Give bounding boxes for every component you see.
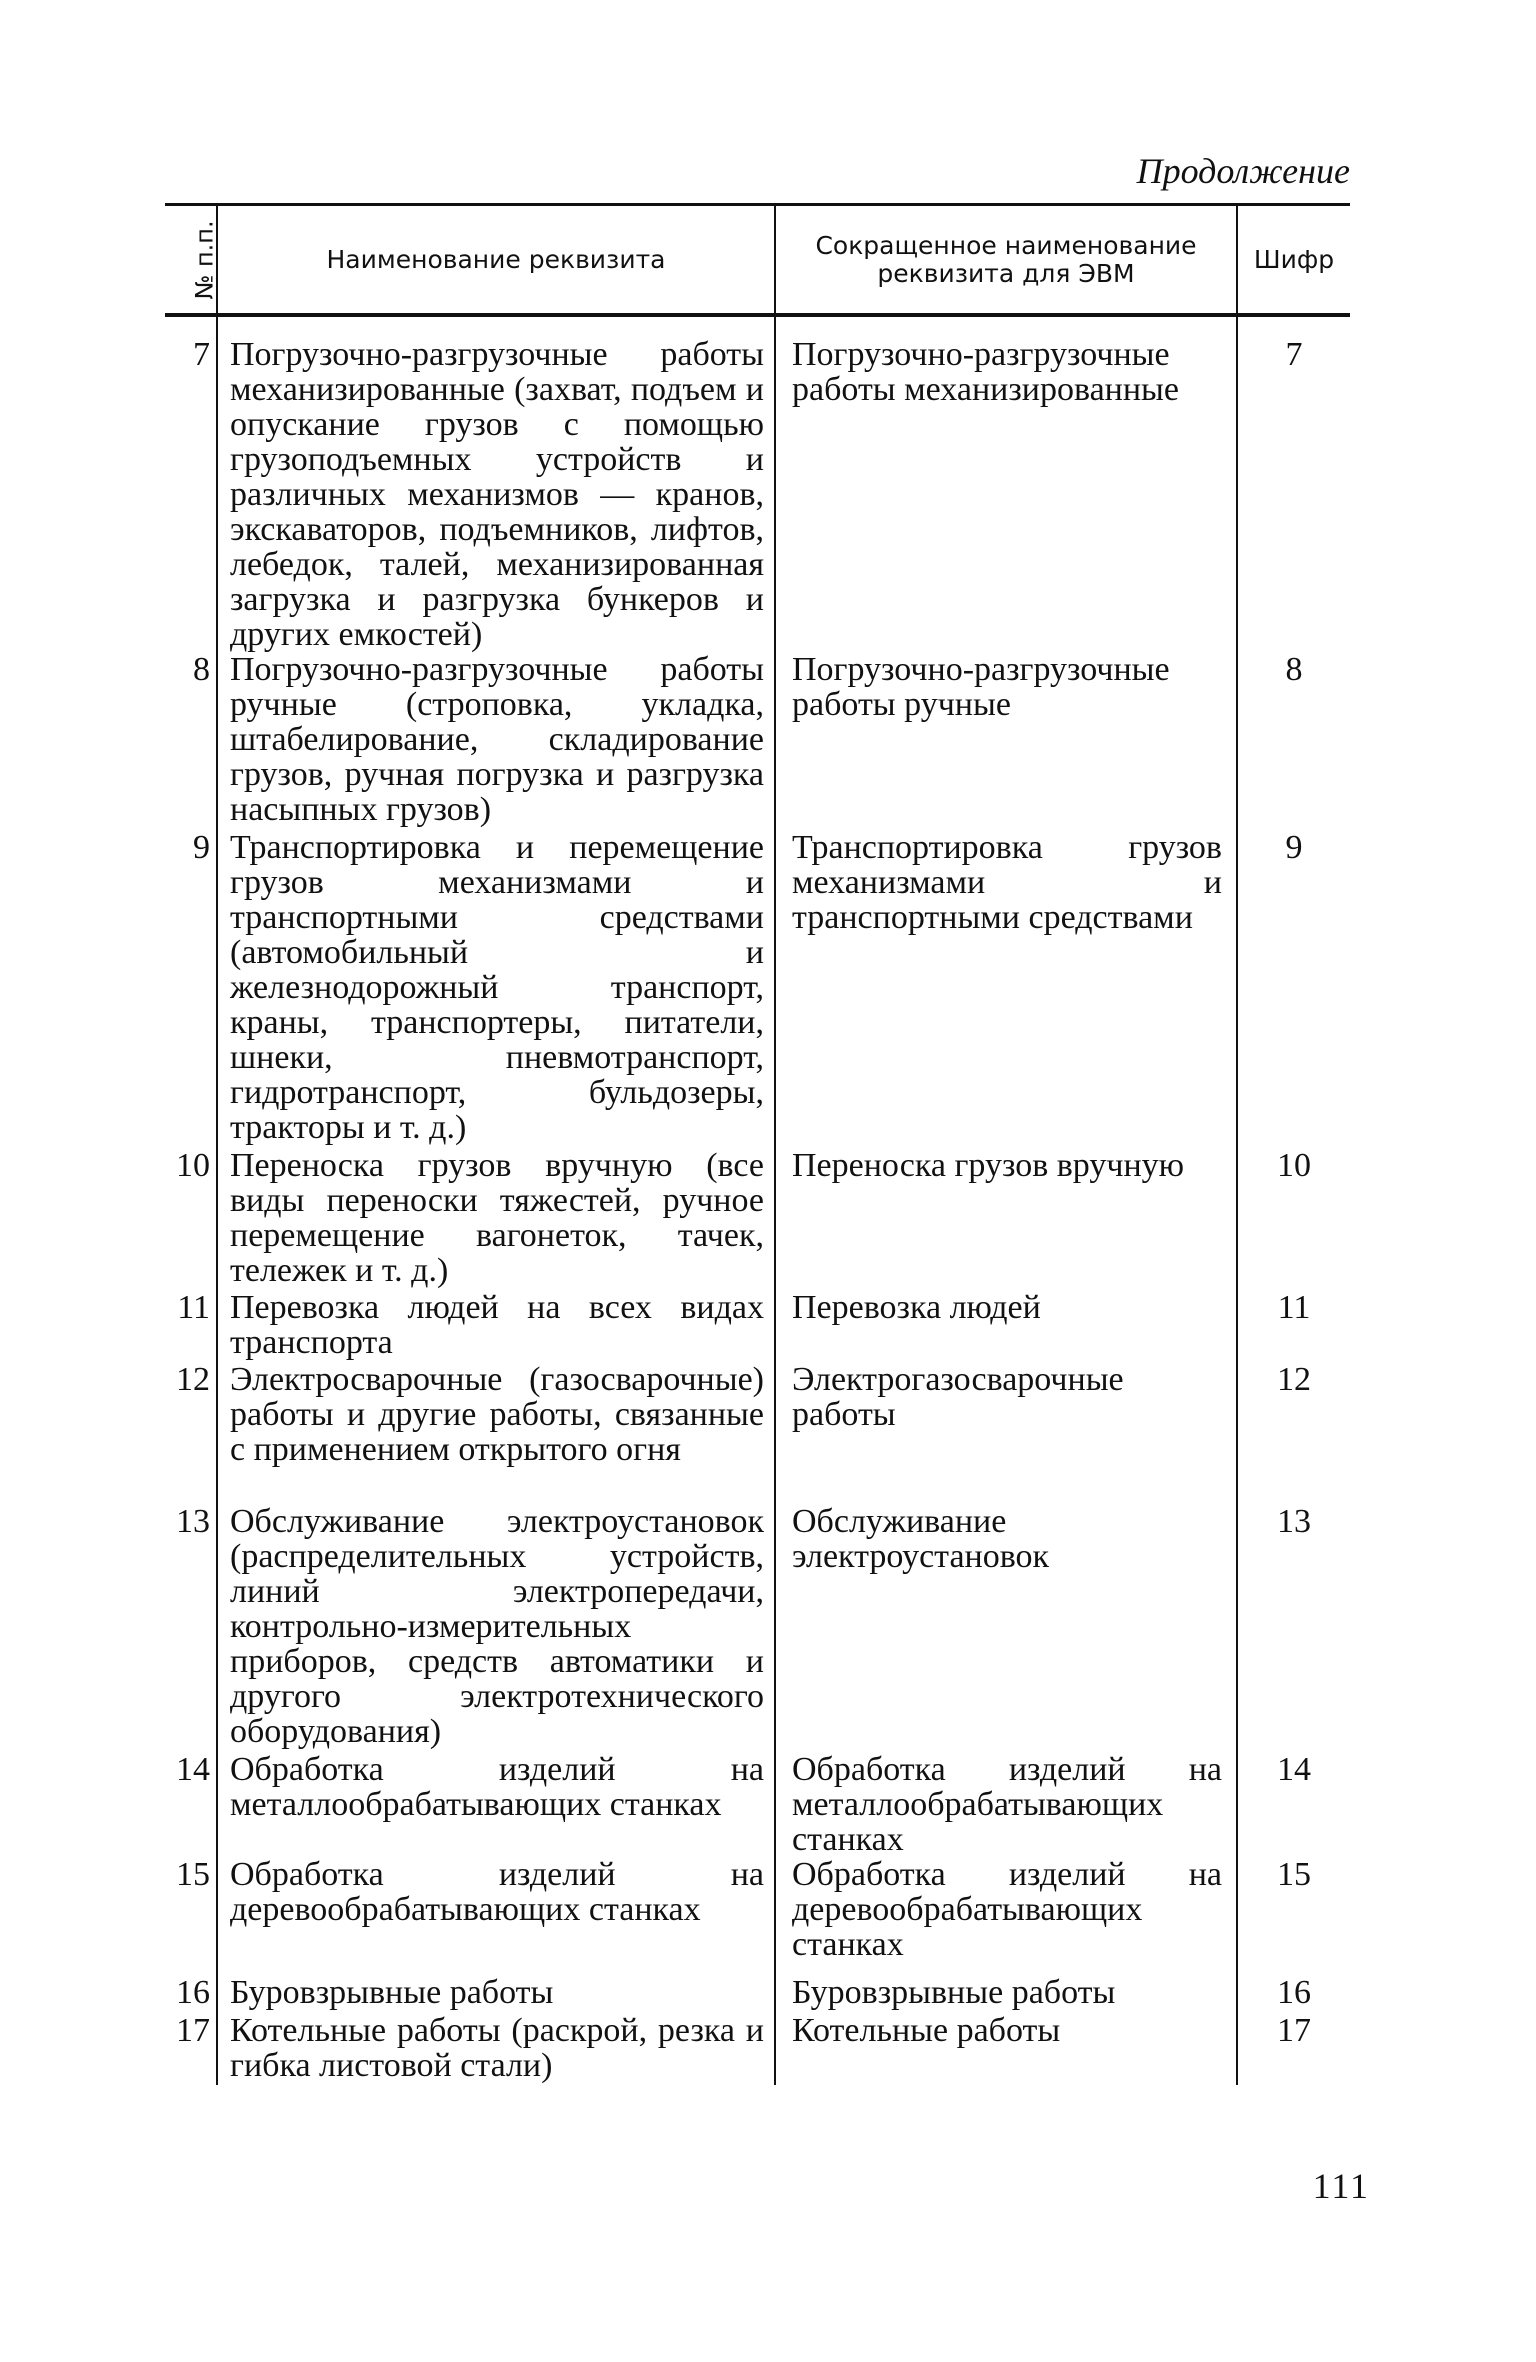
table-row xyxy=(165,1362,1350,1504)
row-num: 9 xyxy=(193,829,210,866)
row-short-name: Транспортировка грузов механизмами и транспортными средствами xyxy=(775,830,1237,1148)
row-num: 10 xyxy=(176,1147,210,1184)
table-row xyxy=(165,1504,1350,1752)
table-row xyxy=(165,2013,1350,2085)
requisites-table xyxy=(165,203,1350,2085)
row-short-name: Погрузочно-разгрузочные работы механизированные xyxy=(775,315,1237,652)
page-number: 111 xyxy=(1312,2166,1370,2206)
row-short-name: Электрогазосварочные работы xyxy=(775,1362,1237,1504)
row-code: 9 xyxy=(1237,830,1350,1148)
row-short-name: Погрузочно-разгрузочные работы ручные xyxy=(775,652,1237,830)
row-name: Обработка изделий на деревообрабатывающих станках xyxy=(217,1857,775,1975)
row-code: 11 xyxy=(1237,1290,1350,1362)
table-row xyxy=(165,1857,1350,1975)
table-row xyxy=(165,315,1350,652)
table-row xyxy=(165,1148,1350,1290)
table-header-row xyxy=(165,205,1350,316)
row-num: 8 xyxy=(193,651,210,688)
continuation-label: Продолжение xyxy=(1136,151,1350,191)
row-num: 17 xyxy=(176,2012,210,2049)
table-row xyxy=(165,1290,1350,1362)
row-short-name: Обработка изделий на деревообрабатывающих станках xyxy=(775,1857,1237,1975)
row-code: 8 xyxy=(1237,652,1350,830)
row-code: 15 xyxy=(1237,1857,1350,1975)
row-name: Электросварочные (газосварочные) работы и другие работы, связанные с применением открытого огня xyxy=(217,1362,775,1504)
row-short-name: Перевозка людей xyxy=(775,1290,1237,1362)
row-code: 16 xyxy=(1237,1975,1350,2013)
row-short-name: Обработка изделий на металлообрабатывающих станках xyxy=(775,1752,1237,1857)
row-name: Буровзрывные работы xyxy=(217,1975,775,2013)
row-code: 7 xyxy=(1237,315,1350,652)
row-name: Транспортировка и перемещение грузов механизмами и транспортными средствами (автомобильный и железнодорожный транспорт, краны, транспортеры, питатели, шнеки, пневмотранспорт, гидротранспорт, бульдозеры, тракторы и т. д.) xyxy=(217,830,775,1148)
row-num: 15 xyxy=(176,1856,210,1893)
table-row xyxy=(165,652,1350,830)
header-code: Шифр xyxy=(1237,205,1350,316)
row-code: 17 xyxy=(1237,2013,1350,2085)
row-num: 13 xyxy=(176,1503,210,1540)
row-name: Погрузочно-разгрузочные работы механизированные (захват, подъем и опускание грузов с помощью грузоподъемных устройств и различных механизмов — кранов, экскаваторов, подъемников, лифтов, лебедок, талей, механизированная загрузка и разгрузка бункеров и других емкостей) xyxy=(217,315,775,652)
row-short-name: Буровзрывные работы xyxy=(775,1975,1237,2013)
header-name: Наименование реквизита xyxy=(217,205,775,316)
row-short-name: Котельные работы xyxy=(775,2013,1237,2085)
header-num xyxy=(165,205,217,316)
table-row xyxy=(165,830,1350,1148)
row-name: Переноска грузов вручную (все виды переноски тяжестей, ручное перемещение вагонеток, тачек, тележек и т. д.) xyxy=(217,1148,775,1290)
row-num: 16 xyxy=(176,1974,210,2011)
row-name: Обслуживание электроустановок (распределительных устройств, линий электропередачи, контрольно-измерительных приборов, средств автоматики и другого электротехнического оборудования) xyxy=(217,1504,775,1752)
row-name: Обработка изделий на металлообрабатывающих станках xyxy=(217,1752,775,1857)
row-code: 12 xyxy=(1237,1362,1350,1504)
row-num: 7 xyxy=(193,336,210,373)
row-name: Погрузочно-разгрузочные работы ручные (строповка, укладка, штабелирование, складирование грузов, ручная погрузка и разгрузка насыпных грузов) xyxy=(217,652,775,830)
row-code: 14 xyxy=(1237,1752,1350,1857)
row-name: Котельные работы (раскрой, резка и гибка листовой стали) xyxy=(217,2013,775,2085)
table-row xyxy=(165,1752,1350,1857)
row-short-name: Переноска грузов вручную xyxy=(775,1148,1237,1290)
row-code: 13 xyxy=(1237,1504,1350,1752)
row-code: 10 xyxy=(1237,1148,1350,1290)
table-row xyxy=(165,1975,1350,2013)
row-num: 11 xyxy=(177,1289,210,1326)
header-num-label: № п.п. xyxy=(190,219,219,300)
row-name: Перевозка людей на всех видах транспорта xyxy=(217,1290,775,1362)
header-short-name: Сокращенное наименование реквизита для ЭВМ xyxy=(775,205,1237,316)
row-short-name: Обслуживание электроустановок xyxy=(775,1504,1237,1752)
row-num: 14 xyxy=(176,1751,210,1788)
row-num: 12 xyxy=(176,1361,210,1398)
